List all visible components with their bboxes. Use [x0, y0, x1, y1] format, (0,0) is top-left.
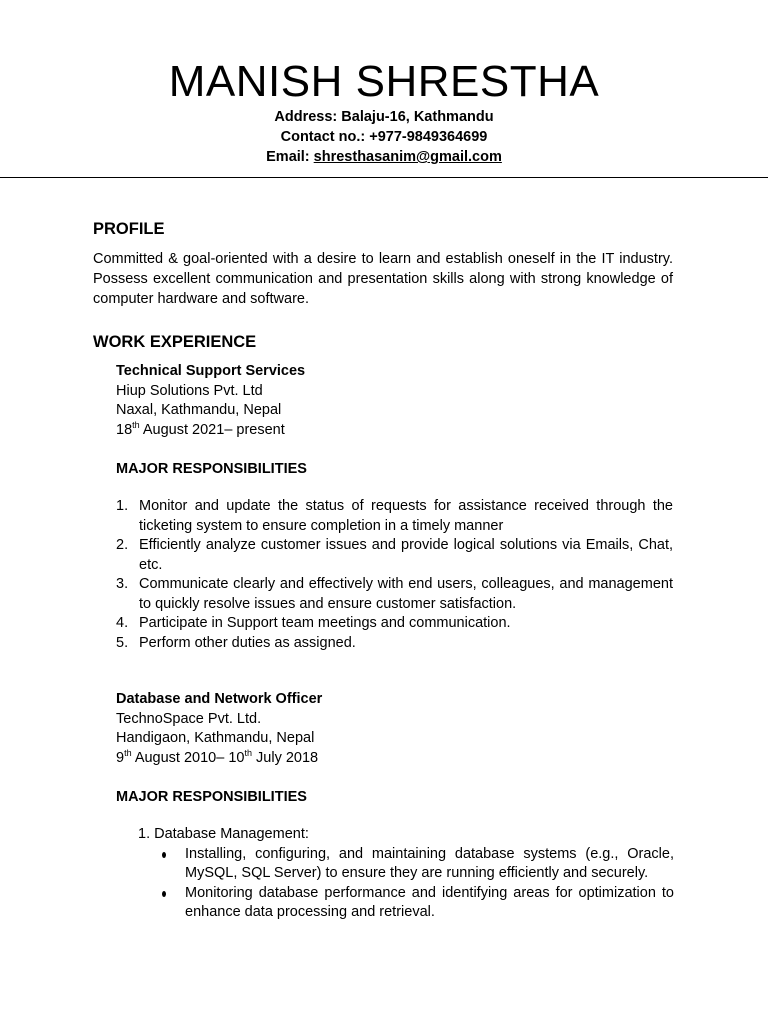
candidate-name: MANISH SHRESTHA — [168, 57, 600, 106]
job-location: Naxal, Kathmandu, Nepal — [116, 402, 282, 418]
job-company: TechnoSpace Pvt. Ltd. — [116, 710, 262, 727]
list-item — [116, 614, 673, 634]
email-label: Email: — [266, 149, 314, 165]
sub-heading: 1. Database Management: — [138, 826, 309, 842]
date-day: 9 — [116, 749, 125, 766]
email-line — [0, 147, 768, 167]
list-item-text: Communicate clearly and effectively with end users, colleagues, and management to quickly resolve issues and ensure customer satisfaction. — [139, 576, 673, 612]
list-item-text: Perform other duties as assigned. — [139, 634, 356, 651]
list-item-text: Participate in Support team meetings and communication. — [139, 615, 511, 631]
list-number: 4. — [116, 615, 129, 631]
date-rest: August 2021– present — [139, 421, 285, 438]
phone-line — [0, 127, 768, 147]
list-number: 5. — [116, 634, 129, 651]
list-item — [138, 845, 674, 884]
list-item — [116, 536, 673, 575]
email-link[interactable]: shresthasanim@gmail.com — [313, 149, 502, 165]
job-dates — [116, 421, 676, 441]
list-item-text: Installing, configuring, and maintaining database systems (e.g., Oracle, MySQL, SQL Server) to ensure they are running efficiently and securely. — [185, 845, 674, 881]
phone-value: +977-9849364699 — [369, 129, 488, 145]
job-location: Handigaon, Kathmandu, Nepal — [116, 730, 315, 746]
list-number: 1. — [116, 498, 129, 514]
date-suffix: th — [132, 419, 140, 430]
date-day: 18 — [116, 421, 133, 438]
responsibilities-heading-1: MAJOR RESPONSIBILITIES — [116, 461, 307, 477]
job-company: Hiup Solutions Pvt. Ltd — [116, 382, 263, 399]
job-dates — [116, 749, 676, 769]
profile-heading: PROFILE — [93, 220, 165, 238]
list-item-text: Efficiently analyze customer issues and provide logical solutions via Emails, Chat, etc. — [139, 537, 673, 573]
responsibilities-list-1 — [116, 497, 673, 653]
address-label: Address: — [274, 109, 342, 125]
contact-block — [0, 107, 768, 167]
bullet-icon — [162, 852, 166, 858]
database-management-block — [138, 825, 674, 923]
bullet-list — [138, 845, 674, 923]
responsibilities-heading-2: MAJOR RESPONSIBILITIES — [116, 789, 307, 805]
date-suffix: th — [124, 747, 132, 758]
date-end: July 2018 — [252, 749, 319, 766]
list-item — [116, 575, 673, 614]
list-item — [116, 634, 673, 654]
job-entry-1 — [116, 362, 676, 440]
job-title: Technical Support Services — [116, 363, 306, 379]
bullet-icon — [162, 891, 166, 897]
header-divider — [0, 177, 768, 178]
list-item — [138, 884, 674, 923]
list-item-text: Monitor and update the status of requests for assistance received through the ticketing system to ensure completion in a timely manner — [139, 498, 673, 534]
profile-text: Committed & goal-oriented with a desire to learn and establish oneself in the IT industry. Possess excellent communication and presentation skills along with strong knowledge of computer hardware and software. — [93, 251, 673, 307]
list-number: 3. — [116, 576, 129, 592]
job-title: Database and Network Officer — [116, 691, 323, 707]
date-middle: August 2010– 10 — [131, 749, 245, 766]
phone-label: Contact no.: — [280, 129, 370, 145]
list-item — [116, 497, 673, 536]
list-number: 2. — [116, 537, 129, 553]
address-line — [0, 107, 768, 127]
job-entry-2 — [116, 690, 676, 768]
address-value: Balaju-16, Kathmandu — [341, 109, 494, 125]
work-experience-heading: WORK EXPERIENCE — [93, 333, 257, 351]
date-suffix: th — [244, 747, 252, 758]
list-item-text: Monitoring database performance and identifying areas for optimization to enhance data processing and retrieval. — [185, 884, 674, 920]
